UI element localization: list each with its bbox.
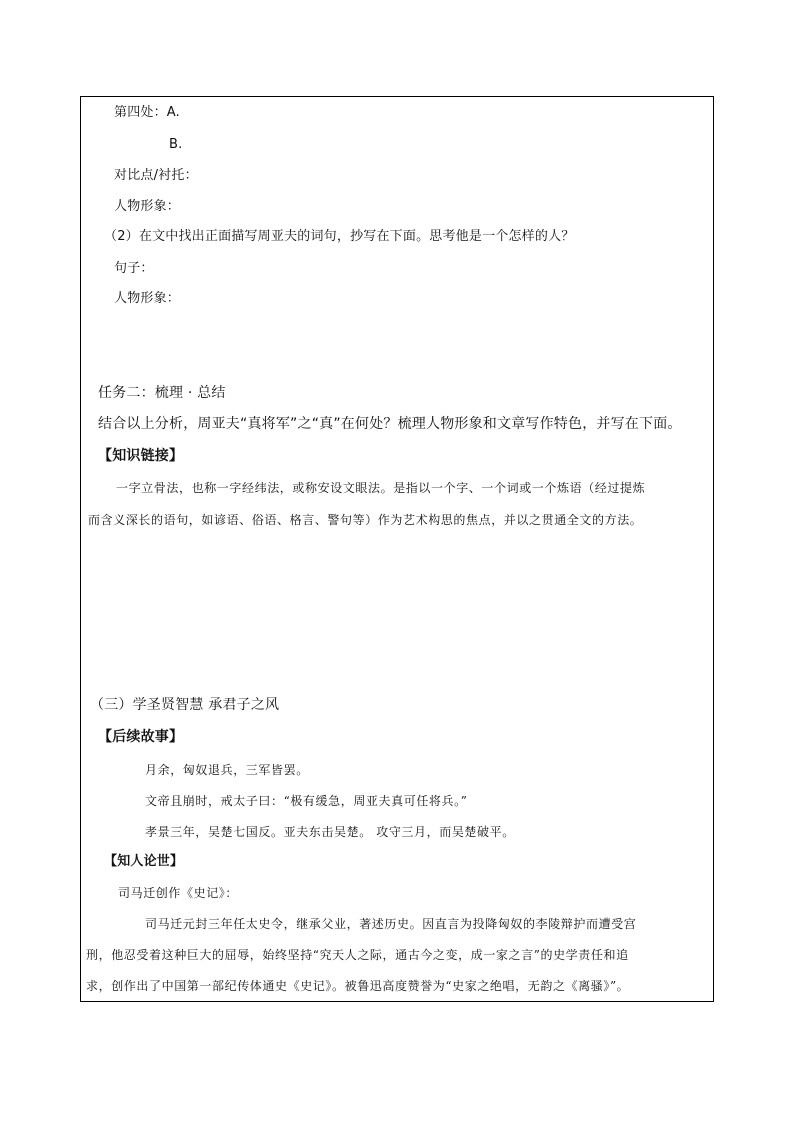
knowledge-text-line-2: 而含义深长的语句，如谚语、俗语、格言、警句等）作为艺术构思的焦点，并以之贯通全文的方法。 xyxy=(88,513,643,527)
follow-up-story-heading: 【后续故事】 xyxy=(98,729,184,745)
task-2-heading: 任务二：梳理 · 总结 xyxy=(98,385,226,401)
knowledge-text-line-1: 一字立骨法，也称一字经纬法，或称安设文眼法。是指以一个字、一个词或一个炼语（经过提炼 xyxy=(116,481,646,495)
know-the-man-heading: 【知人论世】 xyxy=(104,854,184,869)
contrast-point-label: 对比点/衬托： xyxy=(114,168,198,183)
section-3-heading: （三）学圣贤智慧 承君子之风 xyxy=(90,697,280,713)
character-image-label-2: 人物形象： xyxy=(114,291,181,306)
character-image-label: 人物形象： xyxy=(114,199,181,214)
sima-qian-heading: 司马迁创作《史记》： xyxy=(118,886,239,900)
task-2-prompt: 结合以上分析，周亚夫“真将军”之“真”在何处？梳理人物形象和文章写作特色，并写在下面。 xyxy=(98,416,682,432)
question-2-text: （2）在文中找出正面描写周亚夫的词句，抄写在下面。思考他是一个怎样的人？ xyxy=(104,229,575,244)
sentence-label: 句子： xyxy=(114,261,154,276)
knowledge-link-heading: 【知识链接】 xyxy=(98,448,184,464)
sima-qian-text-line-1: 司马迁元封三年任太史令，继承父业，著述历史。因直言为投降匈奴的李陵辩护而遭受宫 xyxy=(145,917,637,931)
answer-4-b-label: B. xyxy=(169,137,183,152)
story-line-2: 文帝且崩时，戒太子曰：“极有缓急，周亚夫真可任将兵。” xyxy=(145,794,468,808)
answer-4-a-label: 第四处：A. xyxy=(114,105,180,120)
sima-qian-text-line-3: 求，创作出了中国第一部纪传体通史《史记》。被鲁迅高度赞誉为“史家之绝唱，无韵之《离骚》”。 xyxy=(86,979,630,993)
story-line-3: 孝景三年，吴楚七国反。亚夫东击吴楚。 攻守三月，而吴楚破平。 xyxy=(145,825,515,839)
sima-qian-text-line-2: 刑，他忍受着这种巨大的屈辱，始终坚持“究天人之际，通古今之变，成一家之言”的史学责任和追 xyxy=(86,948,629,962)
story-line-1: 月余，匈奴退兵，三军皆罢。 xyxy=(145,763,309,777)
